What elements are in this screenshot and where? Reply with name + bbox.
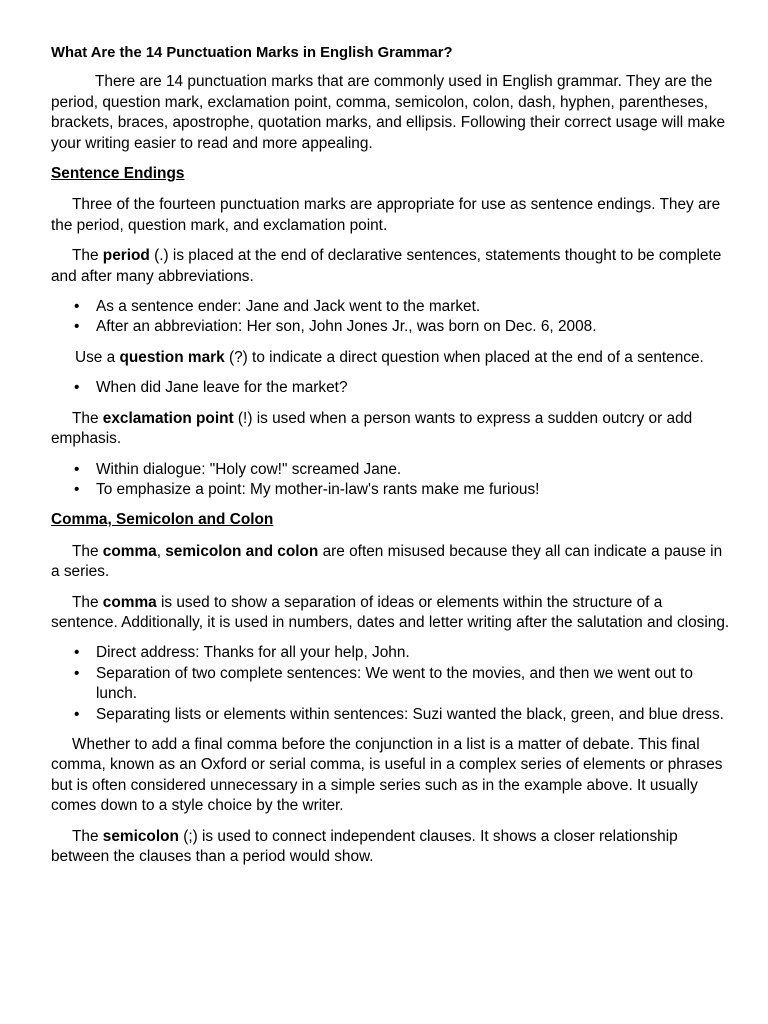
oxford-comma-paragraph: Whether to add a final comma before the conjunction in a list is a matter of debate. This final comma, known as an Oxford or serial comma, is useful in a complex series of elements or phrases but is often considered unnecessary in a simple series such as in the example above. It usually comes down to a style choice by the writer. [51,735,723,815]
question-mark-rest: (?) to indicate a direct question when placed at the end of a sentence. [224,348,704,366]
document-page [51,43,731,877]
exclamation-point-paragraph [51,409,731,450]
semicolon-term: semicolon [102,827,179,845]
bullet-icon: • [74,480,80,498]
comma-term: comma [102,593,157,611]
comma-section-term-semicolon-colon: semicolon and colon [165,542,319,560]
bullet-icon: • [74,318,80,336]
list-item [74,643,731,663]
exclamation-point-examples [51,460,731,501]
intro-paragraph: There are 14 punctuation marks that are commonly used in English grammar. They are the period, question mark, exclamation point, comma, semicolon, colon, dash, hyphen, parentheses, brackets, braces, apostrophe, quotation marks, and ellipsis. Following their correct usage will make your writing easier to read and more appealing. [51,73,726,152]
comma-section-intro-lead: The [72,542,103,560]
sentence-endings-intro: Three of the fourteen punctuation marks are appropriate for use as sentence endings. They are the period, question mark, and exclamation point. [51,196,721,234]
list-item-text: Separating lists or elements within sentences: Suzi wanted the black, green, and blue dress. [96,705,724,723]
list-item-text: Separation of two complete sentences: We went to the movies, and then we went out to lunch. [96,664,693,703]
section-heading-sentence-endings: Sentence Endings [51,165,185,183]
semicolon-rest: (;) is used to connect independent clauses. It shows a closer relationship between the clauses than a period would show. [51,827,678,865]
list-item [74,480,731,500]
list-item-text: Direct address: Thanks for all your help, John. [96,644,410,662]
bullet-icon: • [74,664,80,682]
document-title: What Are the 14 Punctuation Marks in English Grammar? [51,45,453,61]
list-item [74,378,731,398]
list-item [74,460,731,480]
list-item [74,664,731,705]
comma-paragraph [51,593,731,634]
period-lead: The [72,247,103,265]
list-item-text: Within dialogue: "Holy cow!" screamed Jane. [96,460,402,478]
bullet-icon: • [74,705,80,723]
comma-section-intro-separator: , [156,542,166,560]
list-item-text: When did Jane leave for the market? [96,379,348,397]
semicolon-lead: The [72,827,103,845]
bullet-icon: • [74,644,80,662]
comma-section-intro [51,542,731,583]
comma-section-intro-rest: are often misused because they all can indicate a pause in a series. [51,542,723,581]
comma-examples [51,643,731,725]
bullet-icon: • [74,460,80,478]
exclamation-point-rest: (!) is used when a person wants to express a sudden outcry or add emphasis. [51,409,693,448]
list-item [74,297,731,317]
list-item [74,705,731,725]
period-rest: (.) is placed at the end of declarative sentences, statements thought to be complete and after many abbreviations. [51,247,722,285]
question-mark-paragraph [51,348,731,368]
period-paragraph [51,246,731,287]
question-mark-lead: Use a [75,348,120,366]
section-heading-comma-semicolon-colon: Comma, Semicolon and Colon [51,511,274,529]
question-mark-term: question mark [119,348,225,366]
comma-rest: is used to show a separation of ideas or elements within the structure of a sentence. Additionally, it is used in numbers, dates and letter writing after the salutation and closing. [51,593,730,631]
question-mark-examples [51,378,731,398]
exclamation-point-lead: The [72,409,103,427]
period-examples [51,297,731,338]
exclamation-point-term: exclamation point [102,409,234,427]
list-item-text: To emphasize a point: My mother-in-law's rants make me furious! [96,480,540,498]
list-item-text: After an abbreviation: Her son, John Jones Jr., was born on Dec. 6, 2008. [96,318,597,336]
list-item [74,317,731,337]
period-term: period [102,247,150,265]
bullet-icon: • [74,298,80,316]
semicolon-paragraph [51,827,731,868]
bullet-icon: • [74,379,80,397]
comma-lead: The [72,593,103,611]
list-item-text: As a sentence ender: Jane and Jack went to the market. [96,298,481,316]
comma-section-term-comma: comma [102,542,157,560]
